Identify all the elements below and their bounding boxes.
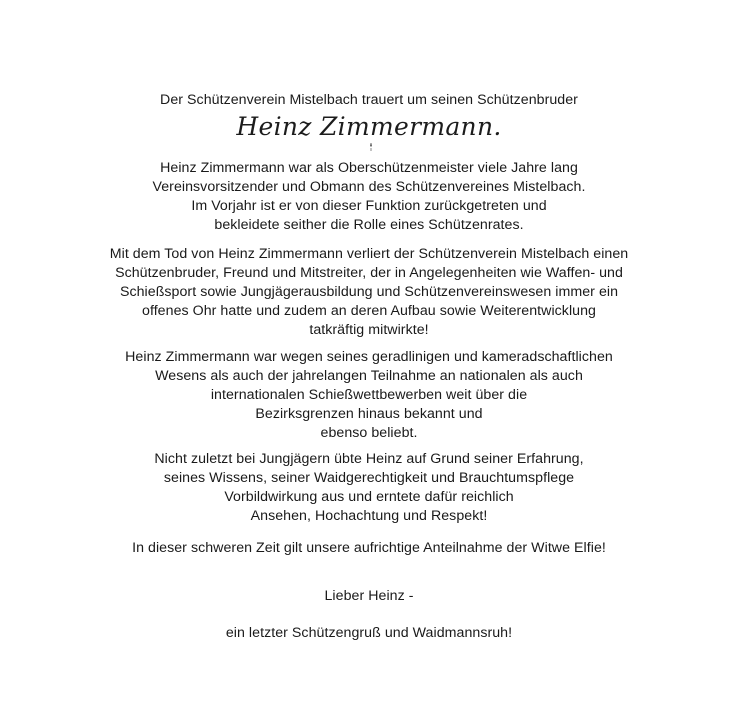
paragraph-1-line: Heinz Zimmermann war als Oberschützenmeister viele Jahre lang	[160, 160, 578, 176]
farewell-line-1	[0, 587, 738, 606]
paragraph-2-line: Mit dem Tod von Heinz Zimmermann verliert der Schützenverein Mistelbach einen	[109, 246, 629, 262]
paragraph-2-line: Schießsport sowie Jungjägerausbildung und Schützenvereinswesen immer ein	[119, 284, 619, 300]
paragraph-3-line: Wesens als auch der jahrelangen Teilnahme an nationalen als auch	[155, 368, 583, 384]
condolence-line	[0, 539, 738, 558]
paragraph-4-line: Ansehen, Hochachtung und Respekt!	[250, 508, 488, 524]
paragraph-2-line: Schützenbruder, Freund und Mitstreiter, der in Angelegenheiten wie Waffen- und	[115, 265, 623, 281]
paragraph-2	[0, 245, 738, 340]
paragraph-4-line: seines Wissens, seiner Waidgerechtigkeit und Brauchtumspflege	[163, 470, 575, 486]
paragraph-1-line: Im Vorjahr ist er von dieser Funktion zurückgetreten und	[191, 198, 547, 214]
farewell-line-2	[0, 624, 738, 643]
intro-line	[0, 91, 738, 110]
scan-speck	[369, 143, 373, 151]
paragraph-4-line: Vorbildwirkung aus und erntete dafür reichlich	[224, 489, 514, 505]
paragraph-1-line: Vereinsvorsitzender und Obmann des Schützenvereines Mistelbach.	[152, 179, 586, 195]
paragraph-1-line: bekleidete seither die Rolle eines Schützenrates.	[214, 217, 524, 233]
paragraph-3	[0, 348, 738, 443]
paragraph-4-line: Nicht zuletzt bei Jungjägern übte Heinz auf Grund seiner Erfahrung,	[154, 451, 584, 467]
condolence-text: In dieser schweren Zeit gilt unsere aufrichtige Anteilnahme der Witwe Elfie!	[132, 540, 606, 556]
paragraph-3-line: Heinz Zimmermann war wegen seines geradlinigen und kameradschaftlichen	[125, 349, 613, 365]
intro-text: Der Schützenverein Mistelbach trauert um seinen Schützenbruder	[160, 92, 578, 108]
farewell-closing: ein letzter Schützengruß und Waidmannsruh!	[225, 625, 513, 641]
paragraph-2-line: tatkräftig mitwirkte!	[309, 322, 429, 338]
paragraph-3-line: internationalen Schießwettbewerben weit über die	[210, 387, 528, 403]
farewell-greeting: Lieber Heinz -	[324, 588, 414, 604]
paragraph-4	[0, 450, 738, 526]
paragraph-3-line: Bezirksgrenzen hinaus bekannt und	[255, 406, 483, 422]
paragraph-3-line: ebenso beliebt.	[320, 425, 418, 441]
paragraph-2-line: offenes Ohr hatte und zudem an deren Aufbau sowie Weiterentwicklung	[142, 303, 596, 319]
deceased-name-heading: Heinz Zimmermann.	[236, 112, 502, 141]
paragraph-1	[0, 159, 738, 235]
